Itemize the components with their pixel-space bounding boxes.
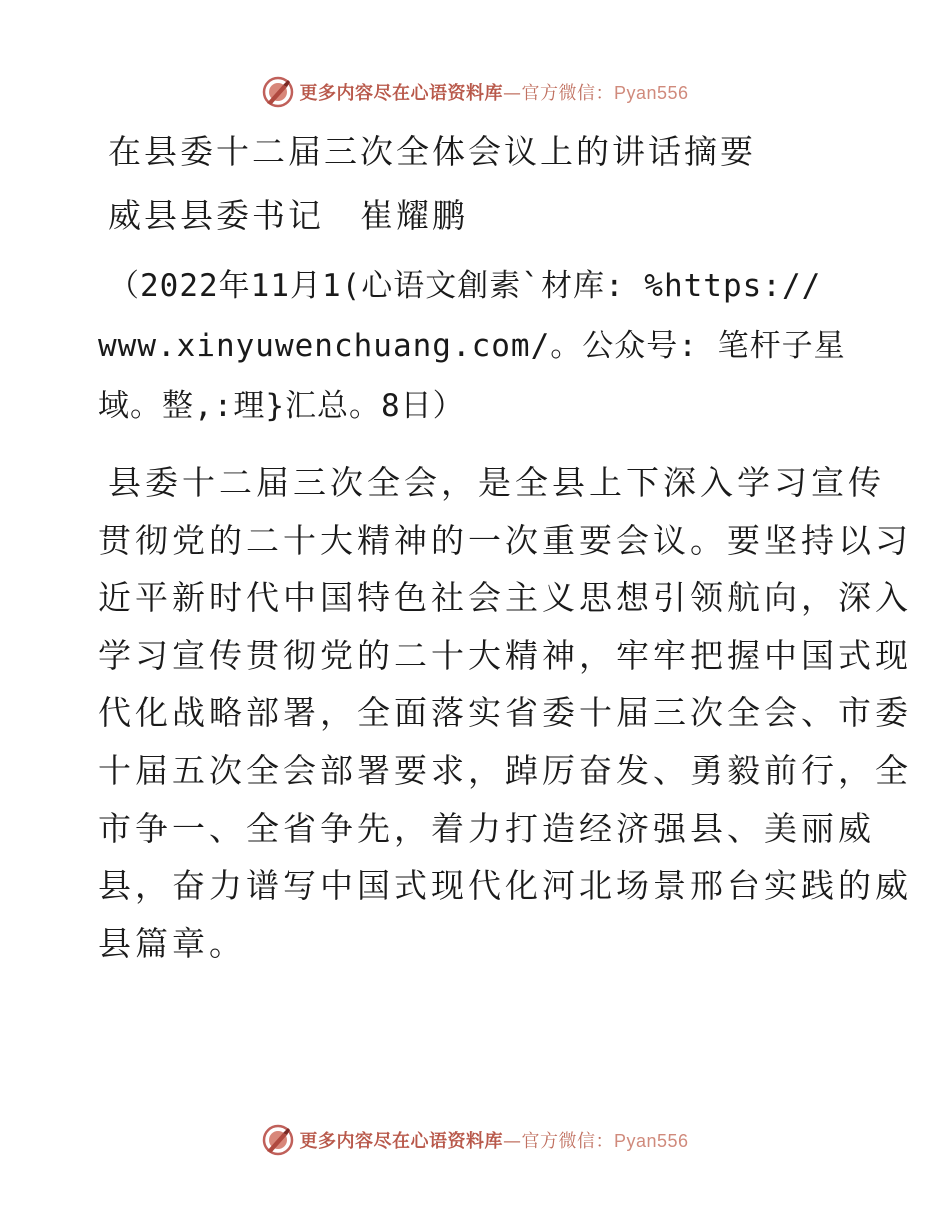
paragraph-line: 近平新时代中国特色社会主义思想引领航向，深入 — [98, 578, 912, 618]
document-body — [98, 122, 912, 972]
paragraph-line: 贯彻党的二十大精神的一次重要会议。要坚持以习 — [98, 520, 912, 560]
date-line-3: 域。整,:理}汇总。8日） — [98, 388, 465, 424]
document-title: 在县委十二届三次全体会议上的讲话摘要 — [108, 132, 756, 171]
paragraph-line: 十届五次全会部署要求，踔厉奋发、勇毅前行，全 — [98, 750, 912, 790]
paragraph-line: 学习宣传贯彻党的二十大精神，牢牢把握中国式现 — [98, 635, 912, 675]
paragraph-line: 县篇章。 — [98, 923, 246, 963]
footer-watermark — [0, 1120, 950, 1160]
document-author: 威县县委书记 崔耀鹏 — [108, 196, 468, 235]
date-line-2: www.xinyuwenchuang.com/。公众号: 笔杆子星 — [98, 328, 846, 364]
paragraph-line: 市争一、全省争先，着力打造经济强县、美丽威 — [98, 808, 875, 848]
pen-logo-icon — [261, 1123, 295, 1157]
header-watermark — [0, 72, 950, 112]
paragraph-line: 县，奋力谱写中国式现代化河北场景邢台实践的威 — [98, 866, 912, 906]
date-note — [98, 256, 858, 436]
body-paragraph — [98, 454, 912, 972]
paragraph-line: 县委十二届三次全会，是全县上下深入学习宣传 — [108, 463, 885, 502]
paragraph-line: 代化战略部署，全面落实省委十届三次全会、市委 — [98, 693, 912, 733]
watermark-text: 更多内容尽在心语资料库—官方微信：Pyan556 — [299, 83, 689, 104]
pen-logo-icon — [261, 75, 295, 109]
date-line-1: （2022年11月1(心语文創素`材库: %https:// — [108, 268, 822, 304]
watermark-text: 更多内容尽在心语资料库—官方微信：Pyan556 — [299, 1131, 689, 1152]
